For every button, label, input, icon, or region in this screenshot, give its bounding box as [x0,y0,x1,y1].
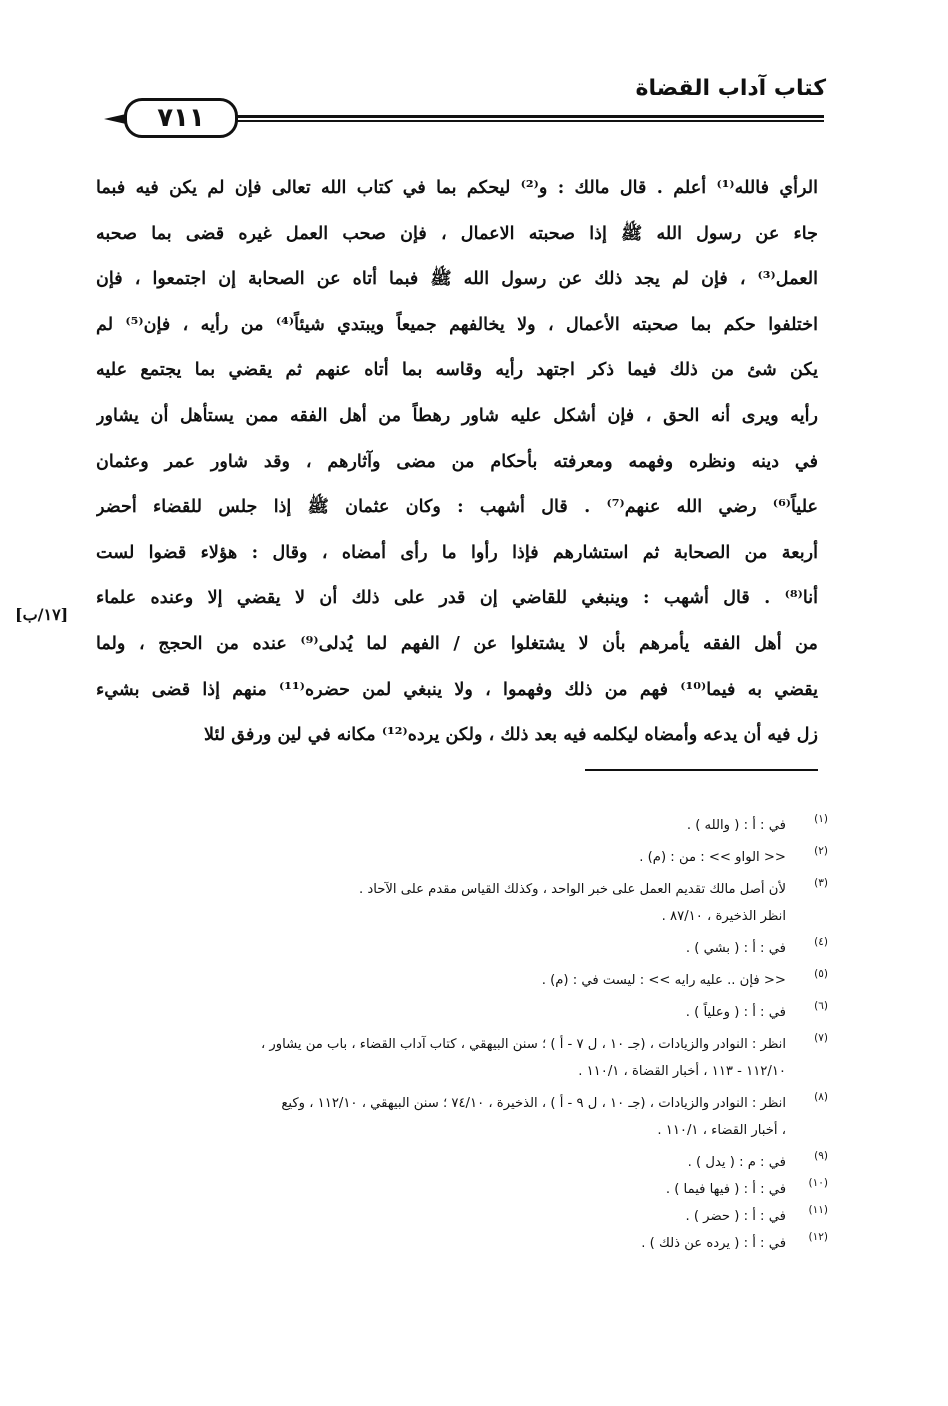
text-line: أربعة من الصحابة ثم استشارهم فإذا رأوا ما رأى أمضاه ، وقال : هؤلاء قضوا لست [96,541,818,563]
footnote-text: << الواو >> : من : (م) . [639,850,786,865]
footnote-text: في : أ : ( والله ) . [686,818,786,833]
text-line: يكن شئ من ذلك فيما ذكر اجتهد رأيه وقاسه بما أتاه عنهم ثم يقضي بما يجتمع عليه [96,359,818,381]
footnote-text: انظر : النوادر والزيادات ، (جـ ١٠ ، ل ٧ - أ ) ؛ سنن البيهقي ، كتاب آداب القضاء ، باب من يشاور ، [260,1037,786,1052]
footnote-number: (١١) [808,1204,828,1216]
footnote-text: في : أ : ( بشي ) . [685,941,786,956]
footnote [96,935,828,962]
book-title: كتاب آداب القضاة [635,76,826,101]
footnote [96,844,828,871]
footnote-text: ، أخبار القضاء ، ١١٠/١ . [657,1123,786,1138]
footnote [96,1031,828,1085]
text-line: علياً⁽⁶⁾ رضي الله عنهم⁽⁷⁾ . قال أشهب : وكان عثمان ﷺ إذا جلس للقضاء أحضر [96,496,818,518]
footnote-number: (٢) [814,845,828,857]
footnote-number: (١٢) [808,1231,828,1243]
text-line: جاء عن رسول الله ﷺ إذا صحبته الاعمال ، فإن صحب العمل غيره قضى بما صحبه [96,222,818,244]
text-line: يقضي به فيما⁽¹⁰⁾ فهم من ذلك وفهموا ، ولا ينبغي لمن حضره⁽¹¹⁾ منهم إذا قضى بشيء [96,678,818,700]
page-number: ٧١١ [124,98,238,138]
footnote-number: (٤) [814,936,828,948]
footnote [96,1176,828,1203]
footnote-separator [585,769,818,771]
footnote-text: في : أ : ( حضر ) . [685,1209,786,1224]
footnote-number: (١) [814,813,828,825]
footnote [96,876,828,930]
text-line: العمل⁽³⁾ ، فإن لم يجد ذلك عن رسول الله ﷺ فبما أتاه عن الصحابة إن اجتمعوا ، فإن [96,268,818,290]
footnote [96,1090,828,1144]
footnote-number: (٨) [814,1091,828,1103]
footnote-text: انظر : النوادر والزيادات ، (جـ ١٠ ، ل ٩ - أ ) ، الذخيرة ، ٧٤/١٠ ؛ سنن البيهقي ، ١١٢/١٠ ، وكيع [281,1096,786,1111]
footnote [96,967,828,994]
footnote [96,812,828,839]
footnote-text: في : م : ( يدل ) . [687,1155,786,1170]
text-line: رأيه ويرى أنه الحق ، فإن أشكل عليه شاور رهطاً من أهل الفقه ممن يستأهل أن يشاور [96,404,818,426]
main-text [96,165,818,758]
footnote [96,1149,828,1176]
footnotes [96,812,828,1257]
footnote [96,999,828,1026]
footnote-number: (٥) [814,968,828,980]
footnote [96,1203,828,1230]
text-line: الرأي فالله⁽¹⁾ أعلم . قال مالك : و⁽²⁾ ليحكم بما في كتاب الله تعالى فإن لم يكن فيه فبما [96,177,818,198]
text-line: في دينه ونظره وفهمه ومعرفته بأحكام من مضى وآثارهم ، وقد شاور عمر وعثمان [96,450,818,472]
text-line: زل فيه أن يدعه وأمضاه ليكلمه فيه بعد ذلك ، ولكن يرده⁽¹²⁾ مكانه في لين ورفق لئلا [204,724,818,746]
footnote-text: لأن أصل مالك تقديم العمل على خبر الواحد ، وكذلك القياس مقدم على الآحاد . [358,882,786,897]
footnote-number: (٧) [814,1032,828,1044]
footnote-number: (٩) [814,1150,828,1162]
text-line: أنا⁽⁸⁾ . قال أشهب : وينبغي للقاضي إن قدر على ذلك أن لا يقضي إلا وعنده علماء [96,587,818,609]
footnote [96,1230,828,1257]
footnote-text: في : أ : ( وعلياً ) . [685,1005,786,1020]
footnote-number: (١٠) [808,1177,828,1189]
manuscript-folio-marker: [١٧/ب] [15,605,69,624]
footnote-text: في : أ : ( يرده عن ذلك ) . [641,1236,786,1251]
footnote-text: انظر الذخيرة ، ٨٧/١٠ . [661,909,786,924]
footnote-text: << فإن .. عليه رايه >> : ليست في : (م) . [541,973,786,988]
footnote-number: (٦) [814,1000,828,1012]
footnote-text: في : أ : ( فيها فيما ) . [665,1182,786,1197]
text-line: من أهل الفقه يأمرهم بأن لا يشتغلوا عن / الفهم لما يُدلى⁽⁹⁾ عنده من الحجج ، ولما [96,632,818,654]
text-line: اختلفوا حكم بما صحبته الأعمال ، ولا يخالفهم جميعاً ويبتدي شيئاً⁽⁴⁾ من رأيه ، فإن⁽⁵⁾ لم [96,313,818,335]
footnote-number: (٣) [814,877,828,889]
footnote-text: ١١٢/١٠ - ١١٣ ، أخبار القضاة ، ١١٠/١ . [578,1064,786,1079]
